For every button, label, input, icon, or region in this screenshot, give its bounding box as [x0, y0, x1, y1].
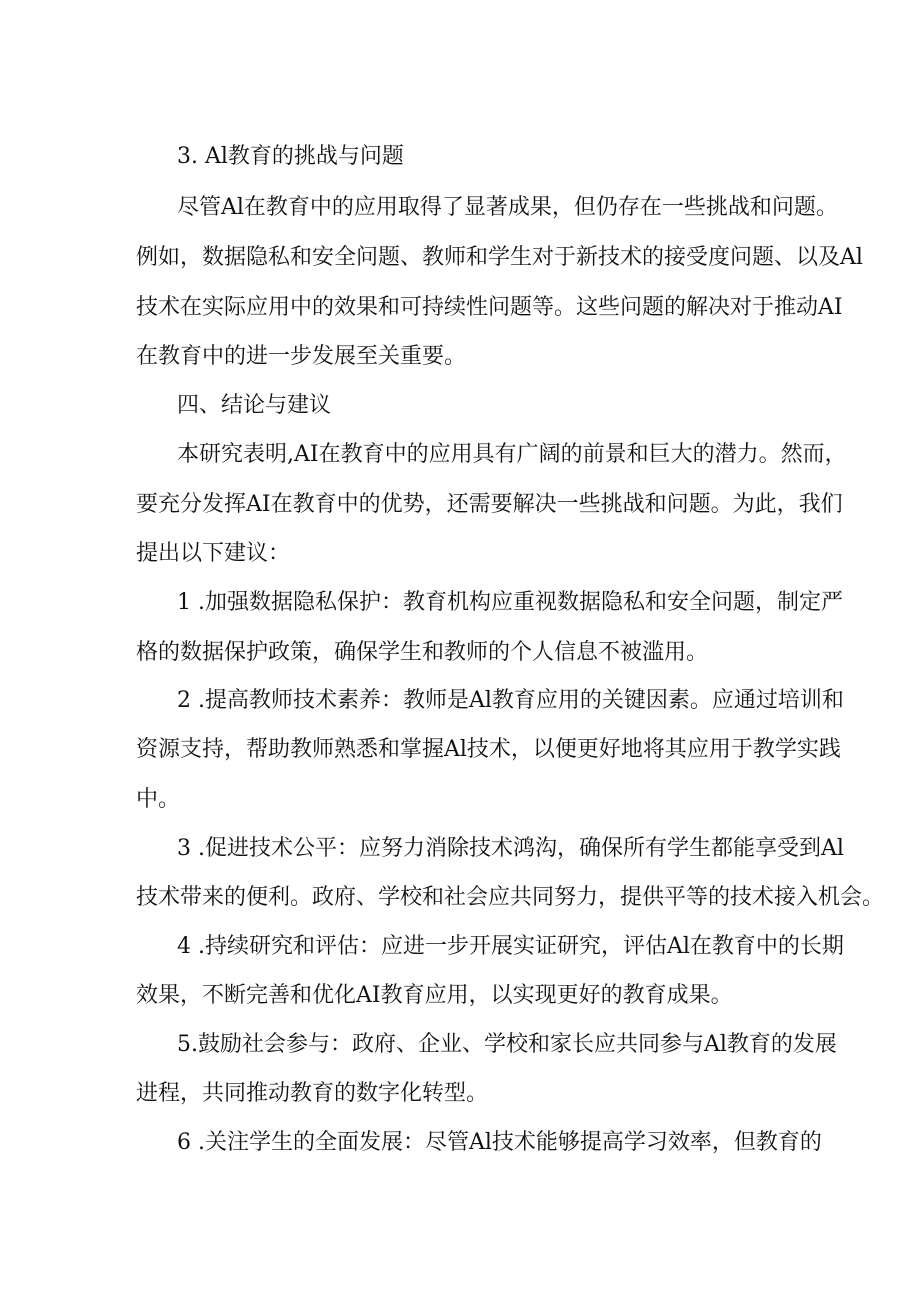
- recommendation-2-line: 中。: [136, 787, 181, 812]
- section-heading-conclusion: 四、结论与建议: [177, 393, 332, 418]
- paragraph-line: 本研究表明,AI在教育中的应用具有广阔的前景和巨大的潜力。然而，: [177, 442, 847, 467]
- recommendation-5-line: 进程，共同推动教育的数字化转型。: [136, 1081, 489, 1106]
- recommendation-3-line: 3 .促进技术公平：应努力消除技术鸿沟，确保所有学生都能享受到Al: [177, 836, 844, 861]
- recommendation-5-line: 5.鼓励社会参与：政府、企业、学校和家长应共同参与Al教育的发展: [177, 1032, 837, 1057]
- paragraph-line: 例如，数据隐私和安全问题、教师和学生对于新技术的接受度问题、以及Al: [136, 245, 863, 270]
- section-heading-challenges: 3. Al教育的挑战与问题: [177, 144, 404, 169]
- paragraph-line: 要充分发挥AI在教育中的优势，还需要解决一些挑战和问题。为此，我们: [136, 492, 843, 517]
- recommendation-6-line: 6 .关注学生的全面发展：尽管Al技术能够提高学习效率，但教育的: [177, 1130, 822, 1155]
- paragraph-line: 在教育中的进一步发展至关重要。: [136, 344, 467, 369]
- recommendation-2-line: 2 .提高教师技术素养：教师是Al教育应用的关键因素。应通过培训和: [177, 688, 844, 713]
- paragraph-line: 尽管Al在教育中的应用取得了显著成果，但仍存在一些挑战和问题。: [177, 195, 838, 220]
- paragraph-line: 技术在实际应用中的效果和可持续性问题等。这些问题的解决对于推动AI: [136, 295, 843, 320]
- recommendation-1-line: 格的数据保护政策，确保学生和教师的个人信息不被滥用。: [136, 640, 709, 665]
- recommendation-4-line: 4 .持续研究和评估：应进一步开展实证研究，评估Al在教育中的长期: [177, 934, 844, 959]
- paragraph-line: 提出以下建议：: [136, 541, 291, 566]
- recommendation-1-line: 1 .加强数据隐私保护：教育机构应重视数据隐私和安全问题，制定严: [177, 590, 843, 615]
- recommendation-3-line: 技术带来的便利。政府、学校和社会应共同努力，提供平等的技术接入机会。: [136, 885, 885, 910]
- recommendation-2-line: 资源支持，帮助教师熟悉和掌握Al技术，以便更好地将其应用于教学实践: [136, 737, 841, 762]
- recommendation-4-line: 效果，不断完善和优化AI教育应用，以实现更好的教育成果。: [136, 983, 733, 1008]
